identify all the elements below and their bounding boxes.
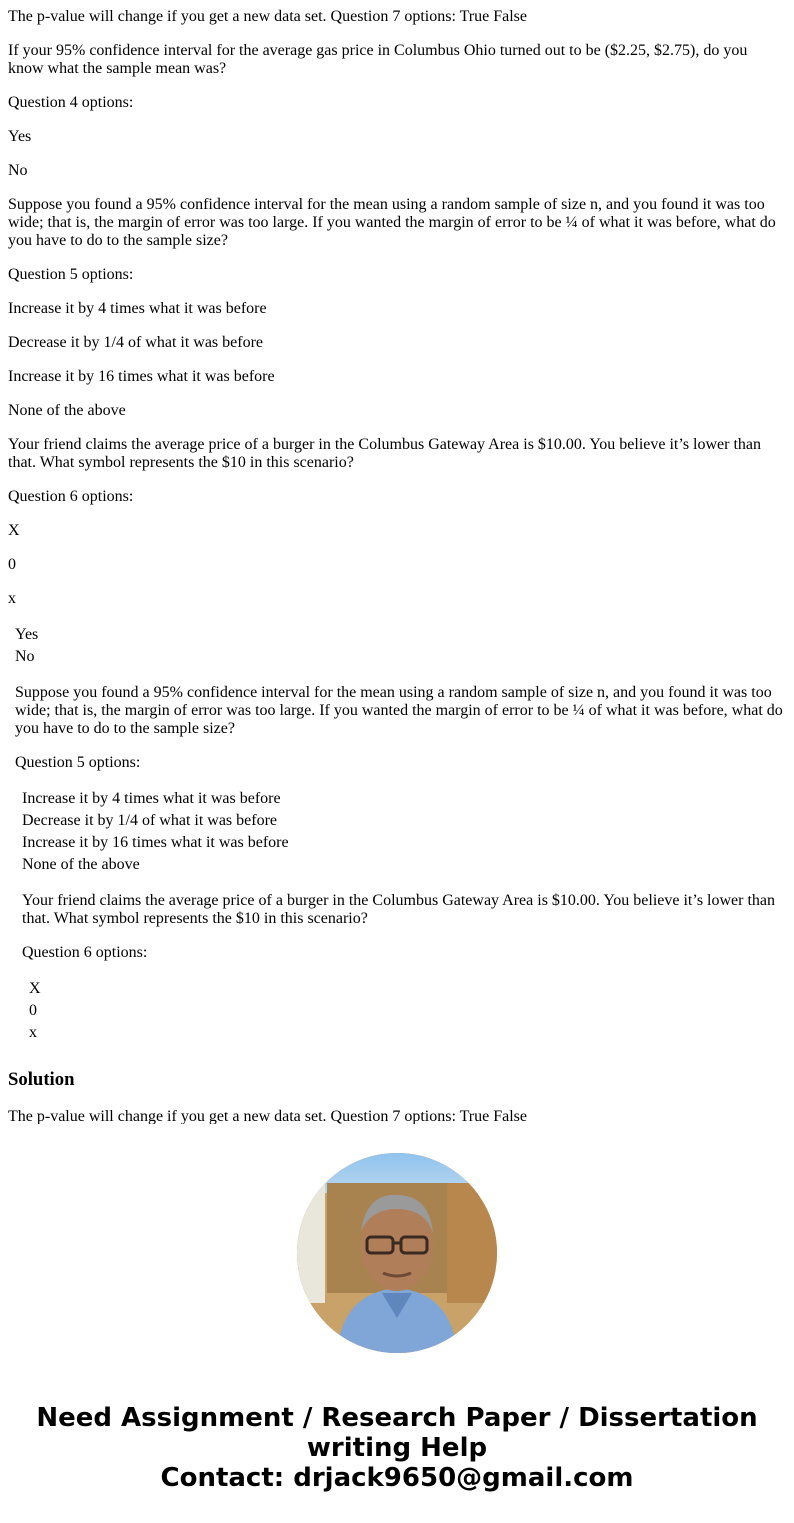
q5-option-4: None of the above [8,402,126,419]
author-portrait-image [297,1153,497,1353]
q6-option-1: X [8,522,20,539]
q6-options-label: Question 6 options: [8,488,134,505]
nested-q6-option-2: 0 [29,1002,37,1019]
contact-banner [0,1403,794,1493]
contact-banner-line-1: Need Assignment / Research Paper / Dissertation [36,1403,758,1433]
q5-option-3: Increase it by 16 times what it was before [8,368,275,385]
nested-q6-option-3: x [29,1024,37,1041]
q5-options-label: Question 5 options: [8,266,134,283]
nested-q5-options-label: Question 5 options: [15,754,141,771]
q6-text: Your friend claims the average price of a burger in the Columbus Gateway Area is $10.00. You believe it’s lower than that. What symbol represents the $10 in this scenario? [8,436,762,471]
q5-text: Suppose you found a 95% confidence interval for the mean using a random sample of size n, and you found it was too wide; that is, the margin of error was too large. If you wanted the margin of error to be ¼ of what it was before, what do you have to do to the sample size? [8,196,776,249]
q7-line: The p-value will change if you get a new data set. Question 7 options: True False [8,8,528,25]
nested-q5-option-1: Increase it by 4 times what it was before [22,790,281,807]
q6-option-3: x [8,590,16,607]
nested-q6-option-1: X [29,980,41,997]
nested-q4-option-yes: Yes [15,626,39,643]
nested-q5-options [22,788,786,876]
nested-q5-option-2: Decrease it by 1/4 of what it was before [22,812,278,829]
nested-block-2 [22,788,786,962]
nested-q4-option-no: No [15,648,35,665]
q4-option-yes: Yes [8,128,32,145]
nested-q5-option-3: Increase it by 16 times what it was before [22,834,289,851]
nested-q6-options [29,978,786,1044]
q4-options-label: Question 4 options: [8,94,134,111]
q4-option-no: No [8,162,28,179]
nested-block-3 [29,978,786,1044]
q5-option-2: Decrease it by 1/4 of what it was before [8,334,264,351]
q5-option-1: Increase it by 4 times what it was before [8,300,267,317]
question-content [8,0,786,1060]
q6-option-2: 0 [8,556,16,573]
contact-banner-line-3: Contact: drjack9650@gmail.com [160,1463,634,1493]
nested-q5-text: Suppose you found a 95% confidence interval for the mean using a random sample of size n, and you found it was too wide; that is, the margin of error was too large. If you wanted the margin of error to be ¼ of what it was before, what do you have to do to the sample size? [15,684,783,737]
nested-q5-option-4: None of the above [22,856,140,873]
nested-block-1 [15,624,786,772]
q4-text: If your 95% confidence interval for the average gas price in Columbus Ohio turned out to be ($2.25, $2.75), do you know what the sample mean was? [8,42,748,77]
solution-heading: Solution [8,1069,75,1090]
nested-q4-options [15,624,786,668]
solution-text: The p-value will change if you get a new data set. Question 7 options: True False [8,1108,528,1124]
nested-q6-options-label: Question 6 options: [22,944,148,961]
author-avatar [297,1153,497,1353]
contact-banner-line-2: writing Help [306,1433,488,1463]
nested-q6-text: Your friend claims the average price of a burger in the Columbus Gateway Area is $10.00. You believe it’s lower than that. What symbol represents the $10 in this scenario? [22,892,776,927]
